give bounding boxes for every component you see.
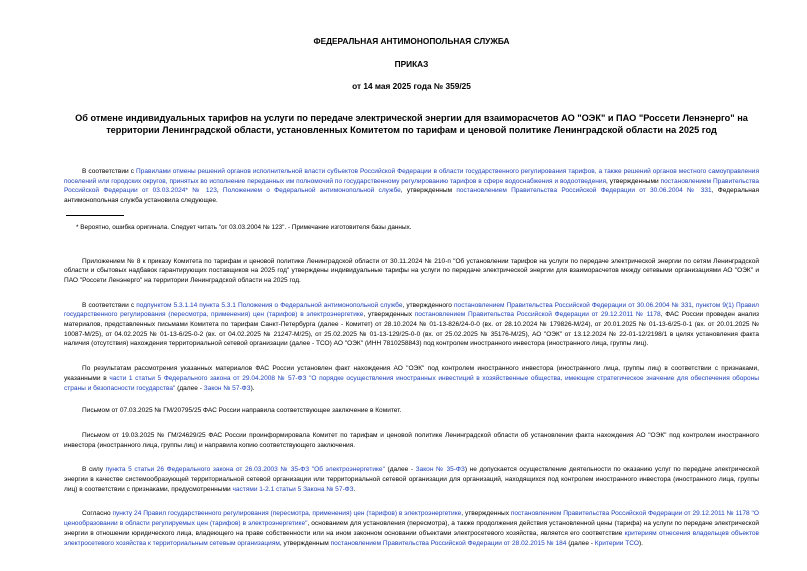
footnote-divider <box>66 215 124 216</box>
footnote: * Вероятно, ошибка оригинала. Следует читать "от 03.03.2004 № 123". - Примечание изготовителя базы данных. <box>76 223 412 231</box>
paragraph-4: По результатам рассмотрения указанных материалов ФАС России установлен факт нахождения АО "ОЭК" под контролем иностранного инвестора (иностранного лица, группы лиц) в соответствии с признаками, указанными в части 1 статьи 5 Федерального закона от 29.04.2008 № 57-ФЗ "О порядке осуществления иностранных инвестиций в хозяйственные общества, имеющие стратегическое значение для обеспечения обороны страны и безопасности государства" (далее - Закон № 57-ФЗ). <box>64 365 759 392</box>
link-point-9-1-rules[interactable]: пунктом 9(1) Правил государственного регулирования (пересмотра, применения) цен (тарифов) в электроэнергетике <box>64 301 759 319</box>
link-decree-184[interactable]: постановлением Правительства Российской Федерации от 28.02.2015 № 184 <box>330 539 567 547</box>
paragraph-6: Письмом от 19.03.2025 № ГМ/24629/25 ФАС России проинформировала Комитет по тарифам и ценовой политике Ленинградской области об установлении факта нахождения АО "ОЭК" под контролем иностранного инвестора (иностранного лица, группы лиц) и направила копию соответствующего заключения. <box>64 431 759 449</box>
link-law-57-fz-parts[interactable]: частями 1-2.1 статьи 5 Закона № 57-ФЗ <box>232 485 354 493</box>
link-law-35-fz-article-26[interactable]: пункта 5 статьи 26 Федерального закона от 26.03.2003 № 35-ФЗ "Об электроэнергетике" <box>105 466 385 474</box>
document-type: ПРИКАЗ <box>394 59 429 69</box>
link-fas-regulation[interactable]: Положением о Федеральной антимонопольной службе <box>222 187 401 195</box>
link-subpoint-5-3-1-14[interactable]: подпунктом 5.3.1.14 пункта 5.3.1 Положения о Федеральной антимонопольной службе <box>136 301 403 309</box>
agency-name: ФЕДЕРАЛЬНАЯ АНТИМОНОПОЛЬНАЯ СЛУЖБА <box>313 36 510 46</box>
link-decree-1178-pricing[interactable]: постановлением Правительства Российской Федерации от 29.12.2011 № 1178 "О ценообразовании в области регулируемых цен (тарифов) в электроэнергетике" <box>64 510 759 528</box>
link-tso-criteria-short[interactable]: Критерии ТСО <box>594 539 639 547</box>
link-tso-criteria[interactable]: критериям отнесения владельцев объектов электросетевого хозяйства к территориальным сетевым организациям <box>64 529 759 547</box>
document-date-number: от 14 мая 2025 года № 359/25 <box>352 81 471 91</box>
link-decree-331[interactable]: постановлением Правительства Российской Федерации от 30.06.2004 № 331 <box>456 187 712 195</box>
link-decree-331[interactable]: постановлением Правительства Российской Федерации от 30.06.2004 № 331 <box>454 301 692 309</box>
paragraph-7: В силу пункта 5 статьи 26 Федерального закона от 26.03.2003 № 35-ФЗ "Об электроэнергетике" (далее - Закон № 35-ФЗ) не допускается осуществление деятельности по оказанию услуг по передаче электрической энергии в качестве системообразующей территориальной сетевой организации или территориальной сетевой организации для организаций, находящихся под контролем иностранного инвестора (иностранного лица, группы лиц) в соответствии с признаками, предусмотренными частями 1-2.1 статьи 5 Закона № 57-ФЗ. <box>64 466 760 493</box>
link-decree-123[interactable]: постановлением Правительства Российской Федерации от 03.03.2024* № 123 <box>64 177 759 195</box>
link-law-35-fz[interactable]: Закон № 35-ФЗ <box>415 466 465 474</box>
link-law-57-fz[interactable]: Закон № 57-ФЗ <box>203 384 251 392</box>
link-point-24-rules[interactable]: пункту 24 Правил государственного регулирования (пересмотра, применения) цен (тарифов) в электроэнергетике <box>112 510 462 518</box>
link-law-57-fz-article-5[interactable]: части 1 статьи 5 Федерального закона от 29.04.2008 № 57-ФЗ "О порядке осуществления иностранных инвестиций в хозяйственные общества, имеющие стратегическое значение для обеспечения обороны страны и безопасности государства" <box>64 374 759 392</box>
paragraph-2: Приложением № 8 к приказу Комитета по тарифам и ценовой политике Ленинградской области от 30.11.2024 № 210-п "Об установлении тарифов на услуги по передаче электрической энергии по сетям Ленинградской области и сбытовых надбавок гарантирующих поставщиков на 2025 год" утверждены индивидуальные тарифы на услуги по передаче электрической энергии для взаиморасчетов между сетевыми организациями АО "ОЭК" и ПАО "Россети Ленэнерго" на территории Ленинградской области на 2025 год. <box>64 257 759 284</box>
paragraph-8: Согласно пункту 24 Правил государственного регулирования (пересмотра, применения) цен (тарифов) в электроэнергетике, утвержденных постановлением Правительства Российской Федерации от 29.12.2011 № 1178 "О ценообразовании в области регулируемых цен (тарифов) в электроэнергетике", основанием для установления (пересмотра), а также продолжения действия установленной цены (тарифа) на услуги по передаче электрической энергии в отношении юридического лица, владеющего на праве собственности или на ином законном основании объектами электросетевого хозяйства, является его соответствие критериям отнесения владельцев объектов электросетевого хозяйства к территориальным сетевым организациям, утвержденным постановлением Правительства Российской Федерации от 28.02.2015 № 184 (далее - Критерии ТСО). <box>64 510 759 547</box>
paragraph-5: Письмом от 07.03.2025 № ГМ/20795/25 ФАС России направила соответствующее заключение в Комитет. <box>82 407 402 415</box>
link-rules-of-cancellation[interactable]: Правилами отмены решений органов исполнительной власти субъектов Российской Федерации в области государственного регулирования тарифов, а также решений органов местного самоуправления поселений или городских округов, принятых во исполнение переданных им полномочий по государственному регулированию тарифов в сфере водоснабжения и водоотведения <box>64 168 759 185</box>
link-decree-1178[interactable]: постановлением Правительства Российской Федерации от 29.12.2011 № 1178 <box>414 311 661 319</box>
paragraph-1: В соответствии с Правилами отмены решений органов исполнительной власти субъектов Российской Федерации в области государственного регулирования тарифов, а также решений органов местного самоуправления поселений или городских округов, принятых во исполнение переданных им полномочий по государственному регулированию тарифов в сфере водоснабжения и водоотведения, утвержденными постановлением Правительства Российской Федерации от 03.03.2024* № 123, Положением о Федеральной антимонопольной службе, утвержденным постановлением Правительства Российской Федерации от 30.06.2004 № 331, Федеральная антимонопольная служба установила следующее. <box>64 168 759 205</box>
document-title: Об отмене индивидуальных тарифов на услуги по передаче электрической энергии для взаиморасчетов АО "ОЭК" и ПАО "Россети Ленэнерго" на территории Ленинградской области, установленных Комитетом по тарифам и ценовой политике Ленинградской области на 2025 год <box>75 113 748 135</box>
paragraph-3: В соответствии с подпунктом 5.3.1.14 пункта 5.3.1 Положения о Федеральной антимонопольной службе, утвержденного постановлением Правительства Российской Федерации от 30.06.2004 № 331, пунктом 9(1) Правил государственного регулирования (пересмотра, применения) цен (тарифов) в электроэнергетике, утвержденных постановлением Правительства Российской Федерации от 29.12.2011 № 1178, ФАС России проведен анализ материалов, представленных письмами Комитета по тарифам Санкт-Петербурга (далее - Комитет) от 28.10.2024 № 01-13-826/24-0-0 (вх. от 28.10.2024 № 179826-M/24), от 20.01.2025 № 01-13-6/25-0-1 (вх. от 20.01.2025 № 10087-M/25), от 04.02.2025 № 01-13-6/25-0-2 (вх. от 04.02.2025 № 21247-M/25), от 25.02.2025 № 01-13-129/25-0-0 (вх. от 25.02.2025 № 35176-M/25), АО "ОЭК" от 13.12.2024 № 22-01-12/2198/1 в целях установления факта наличия (отсутствия) нахождения территориальной сетевой организации (далее - ТСО) АО "ОЭК" (ИНН 7810258843) под контролем иностранного инвестора (иностранного лица, группы лиц). <box>64 301 759 348</box>
